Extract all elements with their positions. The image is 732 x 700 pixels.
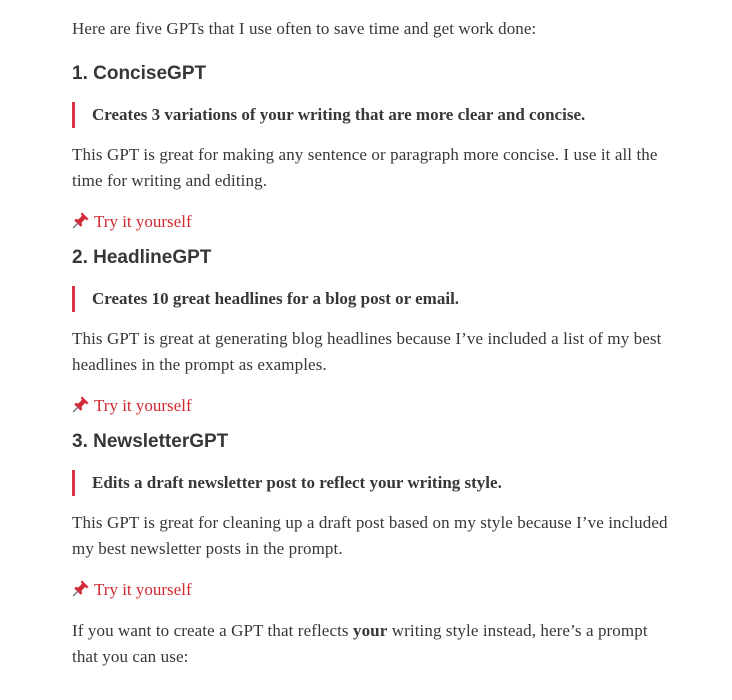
section-heading: 2. HeadlineGPT — [72, 247, 212, 268]
try-it-yourself-link[interactable] — [72, 209, 672, 235]
section-description: This GPT is great for making any sentence or paragraph more concise. I use it all the time for writing and editing. — [72, 145, 658, 190]
gpt-section-concisegpt — [72, 62, 672, 235]
closing-text-after: writing style instead, here’s a prompt that you can use: — [72, 621, 648, 666]
closing-emphasis: your — [352, 621, 388, 640]
section-tagline-blockquote: Creates 3 variations of your writing that are more clear and concise. — [72, 102, 672, 128]
gpt-section-newslettergpt — [72, 430, 672, 603]
intro-paragraph: Here are five GPTs that I use often to save time and get work done: — [72, 19, 537, 38]
try-link-label: Try it yourself — [94, 212, 192, 231]
try-link-label: Try it yourself — [94, 580, 192, 599]
closing-paragraph — [72, 618, 672, 670]
gpt-section-headlinegpt — [72, 246, 672, 419]
section-description: This GPT is great for cleaning up a draft post based on my style because I’ve included my best newsletter posts in the prompt. — [72, 513, 668, 558]
try-link-label: Try it yourself — [94, 396, 192, 415]
section-heading: 1. ConciseGPT — [72, 63, 207, 84]
section-tagline-blockquote: Edits a draft newsletter post to reflect your writing style. — [72, 470, 672, 496]
section-description: This GPT is great at generating blog headlines because I’ve included a list of my best headlines in the prompt as examples. — [72, 329, 662, 374]
pushpin-icon — [72, 211, 90, 229]
section-heading: 3. NewsletterGPT — [72, 431, 229, 452]
pushpin-icon — [72, 579, 90, 597]
try-it-yourself-link[interactable] — [72, 393, 672, 419]
closing-text-before: If you want to create a GPT that reflects — [72, 621, 353, 640]
section-tagline-blockquote: Creates 10 great headlines for a blog post or email. — [72, 286, 672, 312]
pushpin-icon — [72, 395, 90, 413]
try-it-yourself-link[interactable] — [72, 577, 672, 603]
